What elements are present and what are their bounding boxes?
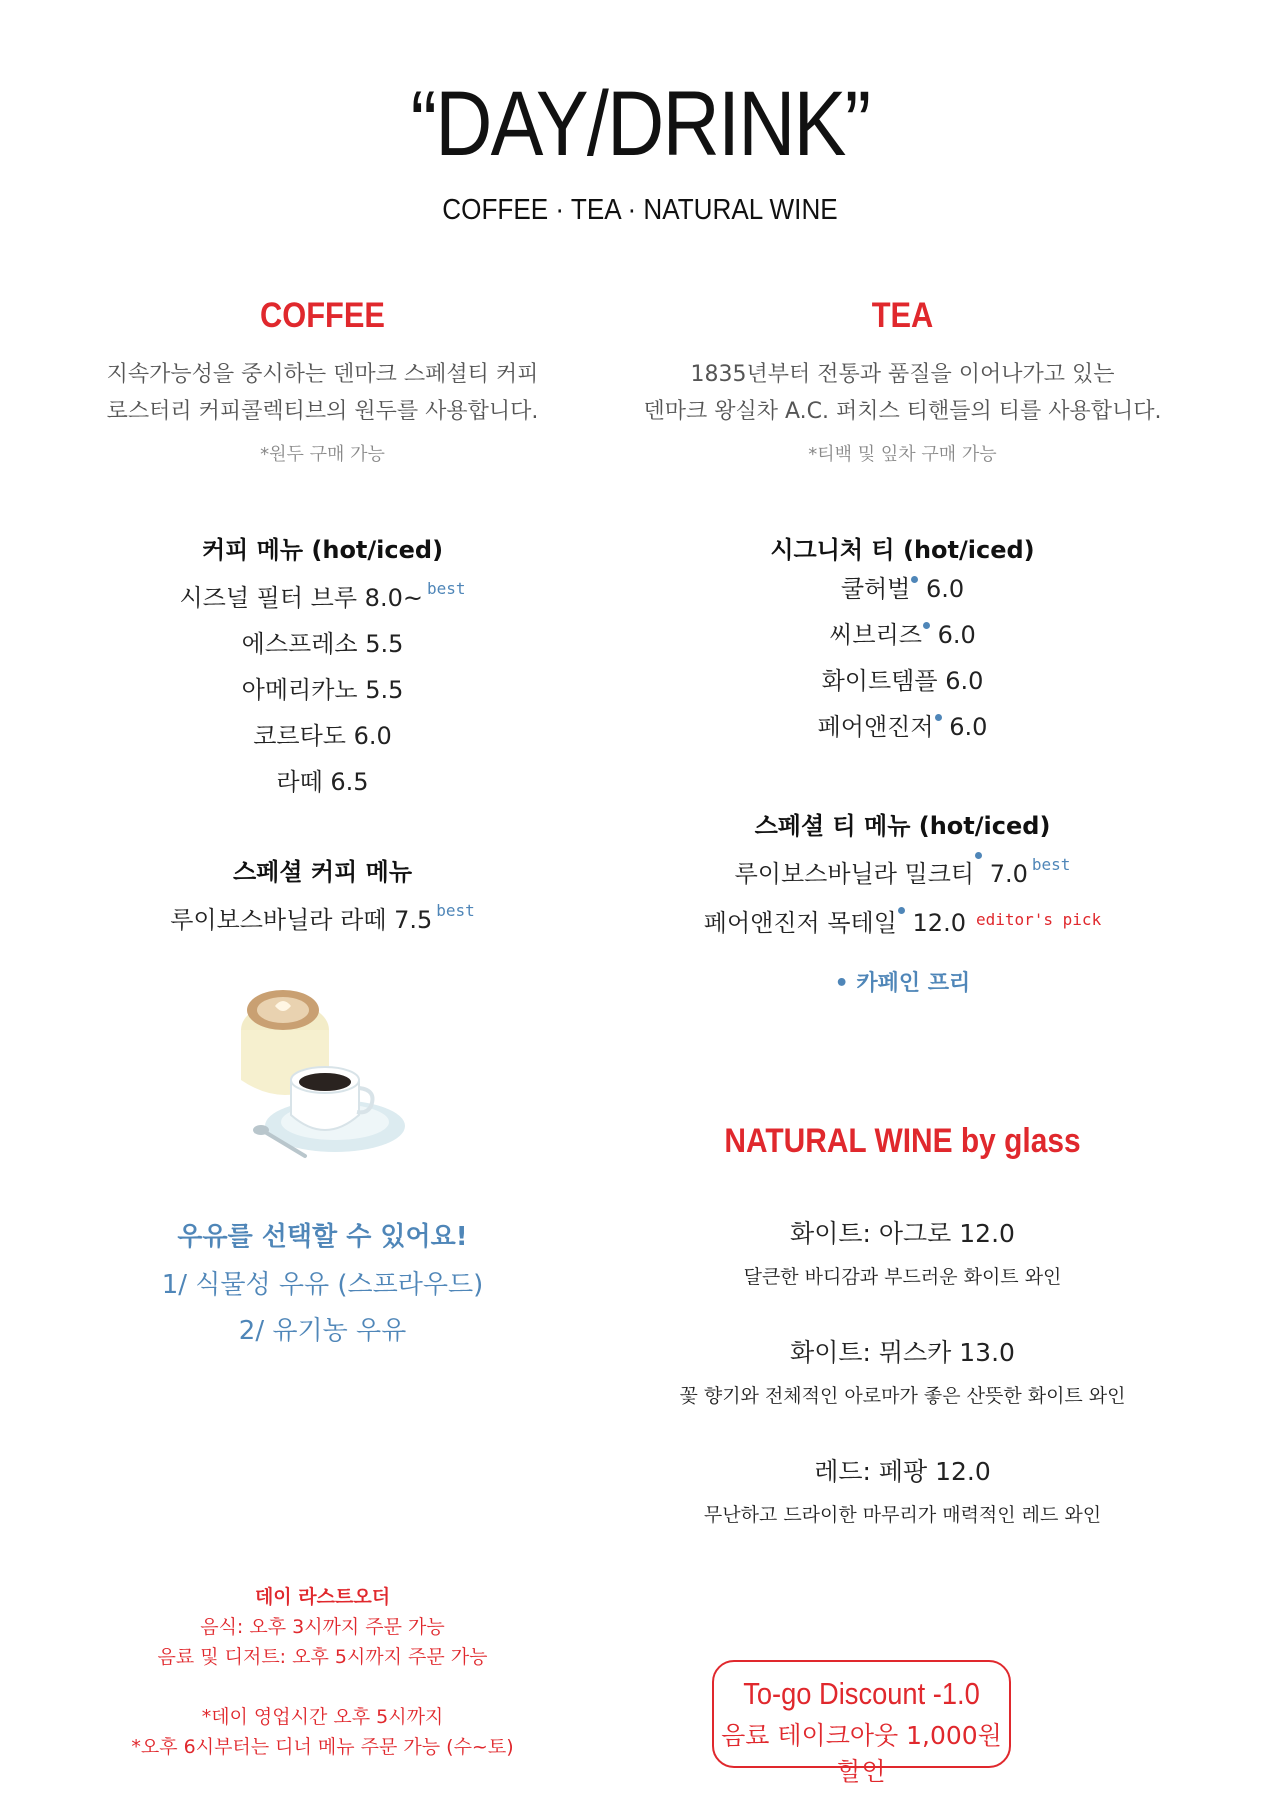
caffeine-free-dot xyxy=(898,907,905,914)
coffee-illustration xyxy=(225,970,405,1170)
signature-tea-item: 씨브리즈 6.0 xyxy=(829,621,976,649)
last-order-section xyxy=(40,1582,605,1762)
best-tag: best xyxy=(1031,855,1071,874)
signature-tea-list xyxy=(615,566,1190,750)
milk-option-plant: 1/ 식물성 우유 (스프라우드) xyxy=(161,1270,484,1300)
special-tea-item: 페어앤진저 목테일 12.0 $^{editor's pick}$ xyxy=(703,909,1102,937)
signature-tea-title: 시그니처 티 (hot/iced) xyxy=(770,536,1035,564)
wine-section-title: NATURAL WINE by glass xyxy=(724,1122,1081,1160)
tea-description: 1835년부터 전통과 품질을 이어나가고 있는 덴마크 왕실차 A.C. 퍼치스 티핸들의 티를 사용합니다. xyxy=(643,362,1162,424)
tea-section-title: TEA xyxy=(871,296,934,335)
caffeine-free-dot xyxy=(923,622,930,629)
best-tag: best xyxy=(426,579,466,598)
last-order-drinks: 음료 및 디저트: 오후 5시까지 주문 가능 xyxy=(157,1646,488,1668)
coffee-section-title: COFFEE xyxy=(260,296,385,335)
last-order-title: 데이 라스트오더 xyxy=(254,1586,391,1608)
coffee-item: 코르타도 6.0 xyxy=(253,722,392,750)
coffee-item: 아메리카노 5.5 xyxy=(241,676,404,704)
special-tea-title: 스페셜 티 메뉴 (hot/iced) xyxy=(754,812,1051,840)
dinner-note: *오후 6시부터는 디너 메뉴 주문 가능 (수~토) xyxy=(131,1736,514,1758)
last-order-food: 음식: 오후 3시까지 주문 가능 xyxy=(200,1616,445,1638)
milk-option-organic: 2/ 유기농 우유 xyxy=(238,1316,407,1346)
caffeine-free-dot xyxy=(911,576,918,583)
page-title: “DAY/DRINK” xyxy=(410,73,870,175)
togo-discount-title: To-go Discount -1.0 xyxy=(743,1676,980,1711)
coffee-note: *원두 구매 가능 xyxy=(260,444,385,465)
coffee-item: 에스프레소 5.5 xyxy=(241,630,404,658)
coffee-item: 라떼 6.5 xyxy=(276,768,369,796)
special-tea-item: 루이보스바닐라 밀크티 7.0 $^{best}$ xyxy=(615,842,1190,897)
special-coffee-item: 루이보스바닐라 라떼 7.5 $^{best}$ xyxy=(170,901,475,934)
caffeine-free-dot xyxy=(975,852,982,859)
page-subtitle: COFFEE · TEA · NATURAL WINE xyxy=(442,194,838,226)
togo-discount-detail: 음료 테이크아웃 1,000원 할인 xyxy=(721,1721,1002,1786)
special-coffee-title: 스페셜 커피 메뉴 xyxy=(233,858,412,886)
caffeine-free-legend: • 카페인 프리 xyxy=(834,971,971,996)
signature-tea-item: 쿨허벌 6.0 xyxy=(840,575,965,603)
signature-tea-item: 페어앤진저 6.0 xyxy=(817,713,988,741)
editors-pick-tag: editor's pick xyxy=(975,910,1102,929)
best-tag: best xyxy=(436,901,475,920)
business-hours-note: *데이 영업시간 오후 5시까지 xyxy=(201,1706,444,1728)
wine-item: 레드: 페팡 12.0 무난하고 드라이한 마무리가 매력적인 레드 와인 xyxy=(703,1457,1102,1526)
tea-note: *티백 및 잎차 구매 가능 xyxy=(808,444,997,465)
wine-item: 화이트: 아그로 12.0 달큰한 바디감과 부드러운 화이트 와인 xyxy=(743,1219,1062,1288)
special-coffee-list xyxy=(40,888,605,943)
coffee-menu-title: 커피 메뉴 (hot/iced) xyxy=(201,536,444,564)
signature-tea-item: 화이트템플 6.0 xyxy=(821,667,984,695)
wine-item: 화이트: 뮈스카 13.0 꽃 향기와 전체적인 아로마가 좋은 산뜻한 화이트 와인 xyxy=(679,1338,1126,1407)
coffee-description: 지속가능성을 중시하는 덴마크 스페셜티 커피 로스터리 커피콜렉티브의 원두를 사용합니다. xyxy=(106,362,539,424)
togo-discount-box xyxy=(712,1660,1011,1786)
coffee-menu-list xyxy=(40,566,605,805)
milk-choice-title: 우유를 선택할 수 있어요! xyxy=(177,1222,468,1252)
caffeine-free-dot xyxy=(935,714,942,721)
special-tea-list xyxy=(615,842,1190,946)
coffee-item: 시즈널 필터 브루 8.0~ $^{best}$ xyxy=(179,579,466,612)
